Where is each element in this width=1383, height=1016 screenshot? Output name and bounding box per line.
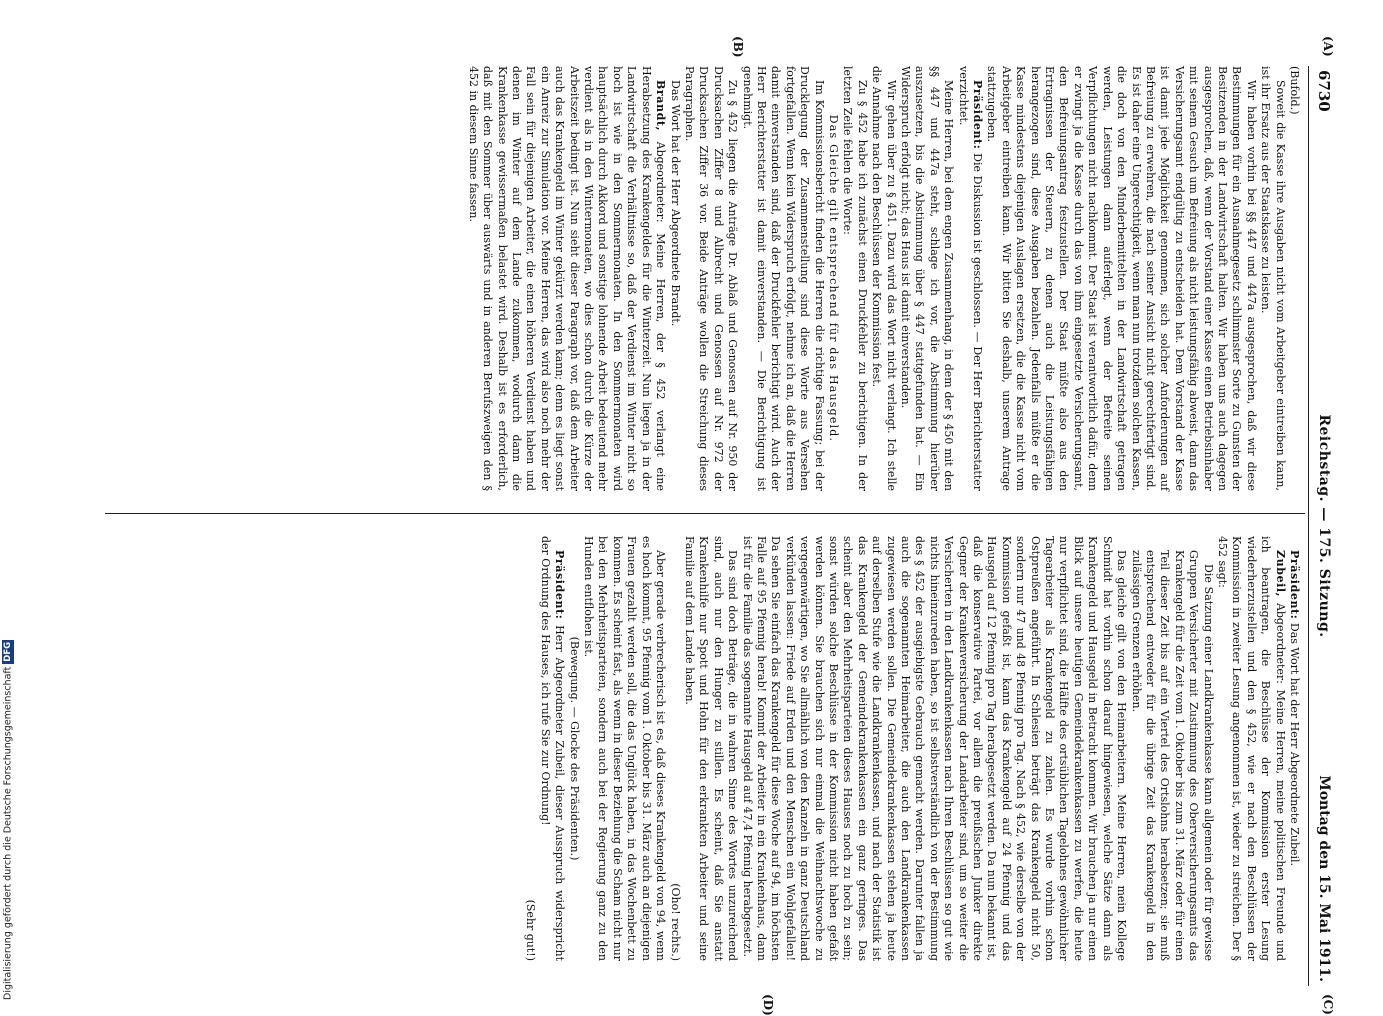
president-statement: [955, 66, 984, 491]
left-column: [465, 66, 1301, 491]
speaker-name: Brandt,: [654, 80, 668, 132]
page-number: 6730: [1315, 70, 1333, 112]
margin-mark-b: (B): [731, 36, 745, 58]
paragraph: Wir haben vorhin bei §§ 447 und 447a ausgesprochen, daß wir diese Bestimmungen für ein Ausnahmegesetz schlimmster Sorte zu Gunsten der Besitzenden in der Landwirtschaft halten. Wir haben uns auch dagegen ausgesprochen, daß, wenn der Vorstand einer Kasse einen Betriebsinhaber mit seinem Gesuch um Befreiung als nicht leistungsfähig abweist, dann das Versicherungsamt endgültig zu entscheiden hat. Dem Vorstand der Kasse ist damit jede Möglichkeit genommen, sich solcher Anforderungen auf Befreiung zu erwehren, die nach seiner Ansicht nicht gerechtfertigt sind. Es ist daher eine Ungerechtigkeit, wenn man nun trotzdem solchen Kassen, die doch von den Minderbemittelten in der Landwirtschaft getragen werden, Leistungen dann auferlegt, wenn der Befreite seinen Verpflichtungen nicht nachkommt. Der Staat ist verantwortlich dafür, denn er zwingt ja die Kasse durch das von ihm eingesetzte Versicherungsamt, den Befreiungsantrag festzustellen. Der Staat müßte also aus den Ertragnissen der Steuern, zu denen auch die Leistungsfähigen herangezogen sind, diese Ausgaben bezahlen. Jedenfalls müßte er die Kasse mindestens diejenigen Auslagen ersetzen, die die Kasse nicht vom Arbeitgeber eintreiben kann. Wir bitten Sie deshalb, unserem Antrage stattzugeben.: [985, 66, 1258, 491]
statement-text: Das Wort hat der Herr Abgeordnete Zubeil.: [1288, 619, 1301, 867]
paragraph: Aber gerade verbrecherisch ist es, daß dieses Krankengeld von 94, wenn es hoch kommt, 95 Pfennig vom 1. Oktober bis 31. März auch an diejenigen Frauen gezahlt werden soll, die das Unglück haben, in das Wochenbett zu kommen. Es scheint fast, als wenn in dieser Beziehung die Scham nicht nur bei den Mehrheitsparteien, sondern auch bei der Regierung ganz zu den Hunden entflohen ist.: [582, 536, 668, 961]
page-title: Reichstag. — 175. Sitzung.: [1316, 414, 1332, 638]
paragraph: Wir gehen über zu § 451. Dazu wird das Wort nicht verlangt. Ich stelle die Annahme nach den Beschlüssen der Kommission fest.: [870, 66, 898, 491]
quoted-correction: Das Gleiche gilt entsprechend für das Hausgeld.: [827, 114, 840, 443]
interjection: (Bewegung. — Glocke des Präsidenten.): [567, 636, 581, 861]
speaker-continuation: (Bufold.): [1288, 66, 1301, 115]
paragraph: Das Wort hat der Herr Abgeordnete Brandt.: [668, 80, 682, 327]
interjection: (Sehr gut!): [524, 899, 538, 961]
margin-mark-a: (A): [1321, 36, 1335, 57]
page-header: [1308, 66, 1335, 986]
president-statement: [537, 536, 566, 961]
margin-mark-c: (C): [1321, 994, 1335, 1015]
statement-text: Die Diskussion ist geschlossen. — Der Herr Berichterstatter verzichtet.: [956, 66, 985, 491]
paragraph: Das sind doch Beträge, die in wahren Sinne des Wortes unzureichend sind, auch nur den Hunger zu stillen. Es scheint, daß Sie anstatt Krankenhilfe nur Spott und Hohn für den erkrankten Arbeiter und seine Familie auf dem Lande haben.: [682, 536, 740, 961]
speaker-name: Präsident:: [971, 80, 985, 150]
speaker-name: Präsident:: [1288, 550, 1301, 620]
paragraph: Zu § 452 habe ich zunächst einen Druckfehler zu berichtigen. In der letzten Zeile fehlen die Worte:: [841, 66, 869, 491]
interjection: (Oho! rechts.): [668, 883, 682, 961]
document-page: [85, 36, 1335, 1016]
statement-text: Herr Abgeordneter Zubeil, dieser Ausspruch widerspricht der Ordnung des Hauses, ich rufe Sie zur Ordnung!: [538, 536, 567, 961]
paragraph: Im Kommissionsbericht finden die Herren die richtige Fassung; bei der Drucklegung der Zusammenstellung sind diese Worte aus Versehen fortgefallen. Wenn kein Widerspruch erfolgt, nehme ich an, daß die Herren damit einverstanden sind, daß der Druckfehler berichtigt wird. Auch der Herr Berichterstatter ist damit einverstanden. — Die Berichtigung ist genehmigt.: [740, 66, 826, 491]
president-statement: [1287, 536, 1301, 961]
paragraph: Soweit die Kasse ihre Ausgaben nicht vom Arbeitgeber eintreiben kann, ist ihr Ersatz aus der Staatskasse zu leisten.: [1259, 66, 1287, 491]
digitization-footer: [2, 10, 18, 1000]
speech: [1215, 536, 1287, 961]
column-divider: [105, 513, 1305, 514]
speaker-name: Zubeil,: [1273, 550, 1287, 598]
quoted-paragraph: Die Satzung einer Landkrankenkasse kann allgemein oder für gewisse Gruppen Versicherter mit Zustimmung des Oberversicherungsamts das Krankengeld für die Zeit vom 1. Oktober bis zum 31. März oder für einen Teil dieser Zeit bis auf ein Viertel des Ortslohns herabsetzen; sie muß entsprechend entweder für die übrige Zeit das Krankengeld in den zulässigen Grenzen erhöhen.: [1129, 550, 1215, 961]
paragraph: Das gleiche gilt von den Heimarbeitern. Meine Herren, mein Kollege Schmidt hat vorhin schon darauf hingewiesen, welche Sätze dann als Krankengeld und Hausgeld in Betracht kommen. Wir brauchen ja nur einen Blick auf unsere heutigen Gemeindekrankenkassen zu werfen, die heute nur verpflichtet sind, die Hälfte des ortsüblichen Tagelohnes gewöhnlicher Tagearbeiter als Krankengeld zu zahlen. Es wurde vorhin schon Ostpreußen angeführt. In Schlesien beträgt das Krankengeld nicht 50, sondern nur 47 und 48 Pfennig pro Tag. Nach § 452, wie derselbe von der Kommission gefaßt ist, kann das Krankengeld auf 24 Pfennig und das Hausgeld auf 12 Pfennig pro Tag herabgesetzt werden. Da nun bekannt ist, daß die konservative Partei, vor allem die preußischen Junker direkte Gegner der Krankenversicherung der Landarbeiter sind, um so weiter die Versicherten in den Landkrankenkassen nach Ihren Beschlüssen so gut wie nichts hineinzureden haben, so ist selbstverständlich von der Bestimmung des § 452 der ausgiebigste Gebrauch gemacht werden. Darunter fallen ja auch die sogenannten Heimarbeiter, die auch den Landkrankenkassen zugewiesen werden sollen. Die Gemeindekrankenkassen stehen ja heute auf derselben Stufe wie die Landkrankenkassen, und nach der Statistik ist das Krankengeld der Gemeindekrankenkassen ein ganz geringes. Das scheint aber den Mehrheitsparteien dieses Hauses noch zu hoch zu sein; sonst würden solche Beschlüsse in der Kommission nicht haben gefaßt werden können. Sie brauchen sich nur einmal die Weihnachtswoche zu vergegenwärtigen, wo Sie allmählich von den Kanzeln in ganz Deutschland verkünden lassen: Friede auf Erden und den Menschen ein Wohlgefallen! Da sehen Sie einfach das Krankengeld für diese Woche auf 94, im höchsten Falle auf 95 Pfennig herab! Kommt der Arbeiter in ein Krankenhaus, dann ist für die Familie das sogenannte Hausgeld auf 47,4 Pfennig herabgesetzt.: [740, 536, 1129, 961]
speech-text: Abgeordneter: Meine Herren, meine politischen Freunde und ich beantragen, die Beschlüsse der Kommission erster Lesung wiederherzustellen und den § 452, wie er nach den Beschlüssen der Kommission in zweiter Lesung angenommen ist, wieder zu streichen. Der § 452 sagt:: [1215, 536, 1287, 961]
dfg-logo: DFG: [3, 641, 13, 662]
margin-mark-d: (D): [761, 994, 775, 1016]
footer-text: Digitalisierung gefördert durch die Deutsche Forschungsgemeinschaft: [2, 666, 14, 1000]
paragraph: Zu § 452 liegen die Anträge Dr. Ablaß und Genossen auf Nr. 950 der Drucksachen Ziffer 8 und Albrecht und Genossen auf Nr. 972 der Drucksachen Ziffer 36 vor. Beide Anträge wollen die Streichung dieses Paragraphen.: [682, 66, 740, 491]
paragraph: Meine Herren, bei dem engen Zusammenhang, in dem der § 450 mit den §§ 447 und 447a steht, schlage ich vor, die Abstimmung hierüber auszusetzen, bis die Abstimmung über § 447 stattgefunden hat. — Ein Widerspruch erfolgt nicht; das Haus ist damit einverstanden.: [899, 66, 956, 491]
page-date: Montag den 15. Mai 1911.: [1316, 775, 1332, 982]
speech-text: Abgeordneter: Meine Herren, der § 452 verlangt eine Herabsetzung des Krankengeldes für die Winterzeit. Nun liegen ja in der Landwirtschaft die Verhältnisse so, daß der Verdienst im Winter nicht so hoch ist wie in den Sommermonaten. In den Sommermonaten wird hauptsächlich durch Akkord und sonstige lohnende Arbeit bedeutend mehr verdient als in den Wintermonaten, wo dies schon durch die Kürze der Arbeitszeit bedingt ist. Nun sieht dieser Paragraph vor, daß dem Arbeiter auch das Krankengeld im Winter gekürzt werden kann; denn es liegt sonst ein Anreiz zur Simulation vor. Meine Herren, das wird also noch mehr der Fall sein für diejenigen Arbeiter, die einen höheren Verdienst haben und denen im Winter auf dem Lande zukommen, wodurch dann die Krankenkasse gewissermaßen belastet wird. Deshalb ist es erforderlich, daß mit den Sommer über auswärts und in anderen Berufszweigen den § 452 in diesem Sinne fassen.: [466, 66, 668, 491]
speaker-name: Präsident:: [553, 550, 567, 620]
right-column: [523, 536, 1301, 961]
speech: [465, 66, 667, 491]
